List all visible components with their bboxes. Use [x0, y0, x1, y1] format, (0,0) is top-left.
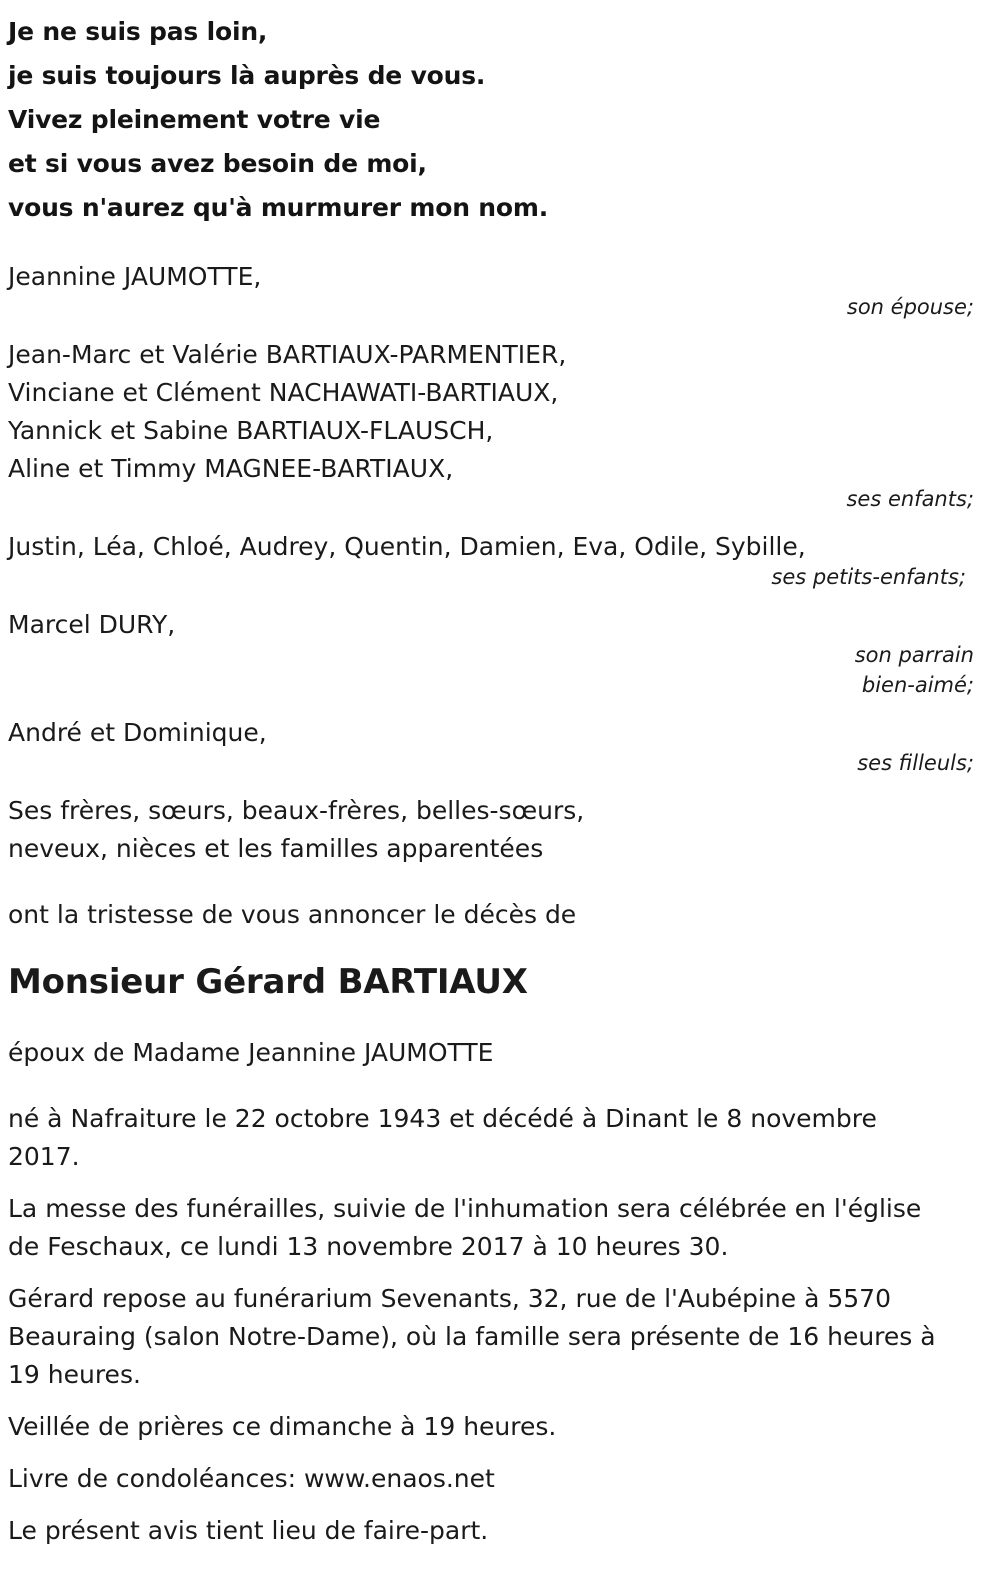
family-role: ses filleuls; — [857, 751, 974, 775]
family-role: son épouse; — [846, 295, 974, 319]
funeral-line: La messe des funérailles, suivie de l'inhumation sera célébrée en l'église de Feschaux, ce lundi 13 novembre 2017 à 10 heures 30. — [8, 1194, 922, 1261]
poem-block — [8, 10, 978, 230]
family-group-children — [8, 336, 978, 514]
poem-line-3: Vivez pleinement votre vie — [8, 105, 381, 134]
poem-line-2: je suis toujours là auprès de vous. — [8, 61, 486, 90]
family-names: neveux, nièces et les familles apparentées — [8, 834, 544, 863]
family-names: Jean-Marc et Valérie BARTIAUX-PARMENTIER, — [8, 340, 567, 369]
poem-line-4: et si vous avez besoin de moi, — [8, 149, 427, 178]
family-names: Yannick et Sabine BARTIAUX-FLAUSCH, — [8, 416, 494, 445]
birth-death-line: né à Nafraiture le 22 octobre 1943 et décédé à Dinant le 8 novembre 2017. — [8, 1104, 877, 1171]
family-names: Marcel DURY, — [8, 610, 176, 639]
family-group-godchildren — [8, 714, 978, 778]
family-names: Ses frères, sœurs, beaux-frères, belles-sœurs, — [8, 796, 585, 825]
details-block — [8, 1100, 978, 1550]
condolences-line: Livre de condoléances: www.enaos.net — [8, 1464, 495, 1493]
poem-line-5: vous n'aurez qu'à murmurer mon nom. — [8, 193, 549, 222]
family-names: Justin, Léa, Chloé, Audrey, Quentin, Damien, Eva, Odile, Sybille, — [8, 532, 806, 561]
family-names: Jeannine JAUMOTTE, — [8, 262, 262, 291]
family-role: ses petits-enfants; — [771, 565, 966, 589]
announcement-intro: ont la tristesse de vous annoncer le décès de — [8, 900, 577, 929]
poem-line-1: Je ne suis pas loin, — [8, 17, 268, 46]
family-names: Aline et Timmy MAGNEE-BARTIAUX, — [8, 454, 454, 483]
family-group-spouse — [8, 258, 978, 322]
vigil-line: Veillée de prières ce dimanche à 19 heures. — [8, 1412, 557, 1441]
viewing-line: Gérard repose au funérarium Sevenants, 32, rue de l'Aubépine à 5570 Beauraing (salon Notre-Dame), où la famille sera présente de 16 heures à 19 heures. — [8, 1284, 936, 1389]
family-role: son parrain — [854, 643, 974, 667]
family-names: Vinciane et Clément NACHAWATI-BARTIAUX, — [8, 378, 559, 407]
family-role: ses enfants; — [846, 487, 974, 511]
deceased-name: Monsieur Gérard BARTIAUX — [8, 962, 528, 1002]
family-list — [8, 258, 978, 868]
spouse-of-line: époux de Madame Jeannine JAUMOTTE — [8, 1038, 494, 1067]
family-role-continued: bien-aimé; — [861, 673, 974, 697]
notice-line: Le présent avis tient lieu de faire-part. — [8, 1516, 489, 1545]
family-group-godfather — [8, 606, 978, 700]
family-group-grandchildren — [8, 528, 978, 592]
family-group-relatives — [8, 792, 978, 868]
family-names: André et Dominique, — [8, 718, 267, 747]
